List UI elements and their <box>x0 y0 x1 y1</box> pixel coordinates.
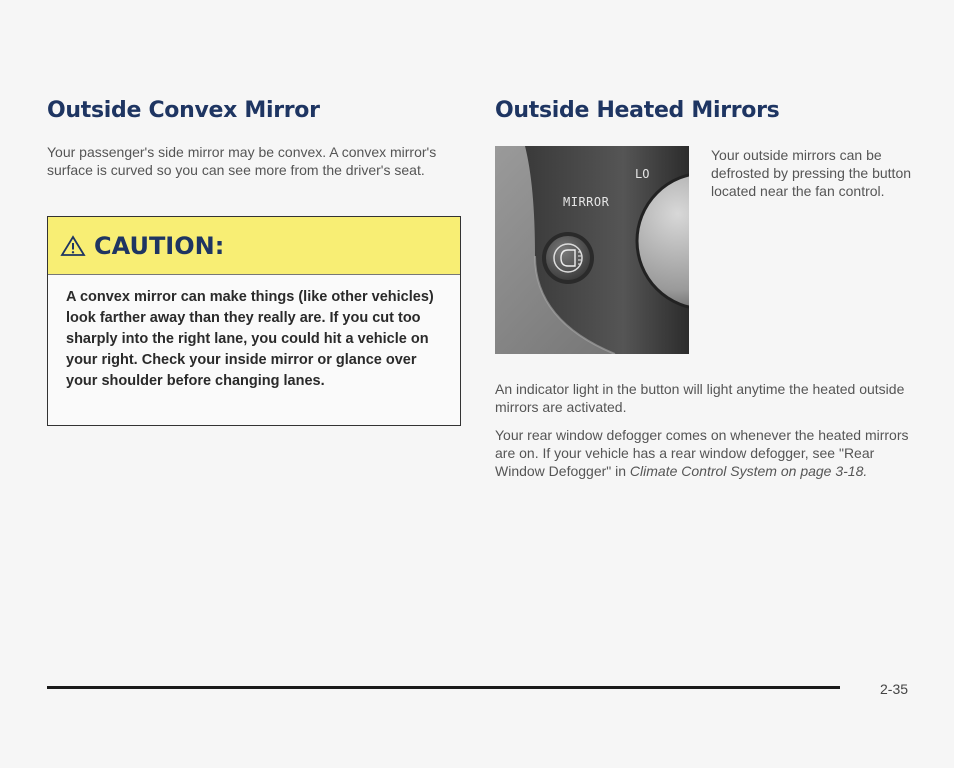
section-title-outside-heated-mirrors: Outside Heated Mirrors <box>495 98 780 123</box>
section-title-outside-convex-mirror: Outside Convex Mirror <box>47 98 320 123</box>
caution-text: A convex mirror can make things (like other vehicles) look farther away than they really are. If you cut too sharply into the right lane, you could hit a vehicle on your right. Check your inside mirror or glance over your shoulder before changing lanes. <box>66 289 434 389</box>
indicator-light-paragraph: An indicator light in the button will light anytime the heated outside mirrors are activated. <box>495 381 905 415</box>
rear-defogger-paragraph <box>495 426 920 480</box>
lo-label: LO <box>635 167 650 181</box>
page-number: 2-35 <box>880 681 909 697</box>
defogger-text-end: . <box>863 463 868 479</box>
mirror-control-illustration <box>495 146 689 354</box>
mirror-label: MIRROR <box>563 195 610 209</box>
caution-box <box>47 216 461 426</box>
climate-control-reference: Climate Control System on page 3-18 <box>629 463 864 479</box>
caution-label: CAUTION: <box>94 231 225 260</box>
warning-triangle-icon <box>60 235 86 257</box>
defogger-text-plain: Your rear window defogger comes on whenever the heated mirrors are on. If your vehicle has a rear window defogger, see "Rear Window Defogger" in <box>495 427 909 479</box>
convex-mirror-paragraph: Your passenger's side mirror may be convex. A convex mirror's surface is curved so you can see more from the driver's seat. <box>47 144 437 178</box>
footer-rule <box>47 686 840 689</box>
caution-header <box>48 217 460 275</box>
heated-mirrors-paragraph: Your outside mirrors can be defrosted by pressing the button located near the fan control. <box>711 147 912 199</box>
heated-mirror-button-photo <box>495 146 689 354</box>
